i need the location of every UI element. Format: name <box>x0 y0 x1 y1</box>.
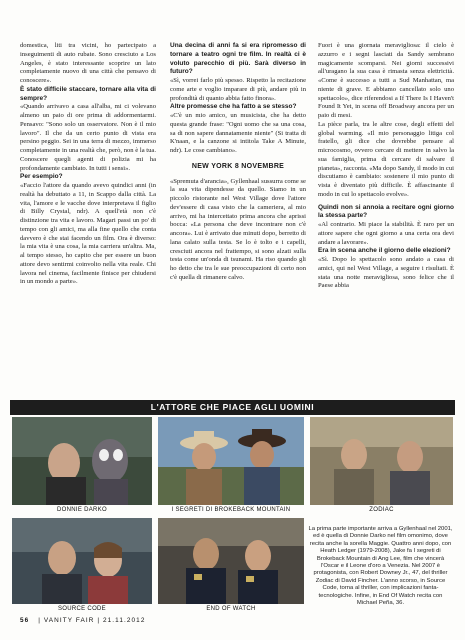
photo-caption: DONNIE DARKO <box>57 507 107 513</box>
divider: | <box>97 617 101 624</box>
gallery-description: La prima parte importante arriva a Gyllenhaal nel 2001, ed è quella di Donnie Darko nel film omonimo, dove recita anche la sorella Maggie. Quattro anni dopo, con Heath Ledger (1979-2008), Jake fa I segreti di Brokeback Mountain di Ang Lee, film che vincerà l'Oscar e il Leone d'oro a Venezia. Nel 2007 è protagonista, con Robert Downey Jr., 47, del thriller Zodiac di David Fincher. L'anno scorso, in Source Code, torna al thriller, con implicazioni fanta-tecnologiche. Infine, in End Of Watch recita con Michael Peña, 36. <box>308 526 453 607</box>
magazine-name: VANITY FAIR <box>43 617 95 624</box>
issue-date: 21.11.2012 <box>102 617 146 624</box>
photo-caption: I SEGRETI DI BROKEBACK MOUNTAIN <box>171 507 291 513</box>
photo-source-code <box>12 518 152 604</box>
interview-question: Per esempio? <box>20 173 63 181</box>
paragraph: «Spremuta d'arancia», Gyllenhaal sussurra come se la sua vita dipendesse da quello. Siamo in un piccolo ristorante nel West Village dove l'attore dev'essere di casa visto che la cameriera, al mio arrivo, mi ha intercettato prima ancora che aprissi bocca: «La persona che deve incontrare non c'è ancora». Lui è arrivato due minuti dopo, berretto di lana calato sulla testa. Se lo è tolto e i capelli, cresciuti ancora nel frattempo, si sono alzati sulla testa come un'onda di tsunami. Ha riso quando gli ho detto che tra le sue preoccupazioni di certo non c'è quella di rimanere calvo. <box>170 177 306 281</box>
photo-caption: ZODIAC <box>369 507 394 513</box>
paragraph: «Al contrario. Mi piace la stabilità. È raro per un attore sapere che ogni giorno a una certa ora devi andare a lavorare». <box>318 221 454 246</box>
paragraph: «Sì. Dopo lo spettacolo sono andato a casa di amici, qui nel West Village, a seguire i risultati. È stata una notte meravigliosa, sono felice che il Paese abbia <box>318 256 454 290</box>
photo-zodiac <box>310 417 453 505</box>
paragraph: «Quando arrivavo a casa all'alba, mi ci volevano almeno un paio di ore prima di addormentarmi. Pensavo: "Sono solo un osservatore. Non è il mio lavoro". Il che da un certo punto di vista era persino peggio. Sei in una terra di mezzo, immerso completamente in una realtà che, però, non è la tua. Conoscere quegli agenti di polizia mi ha profondamente cambiato. In tutti i sensi». <box>20 103 156 172</box>
section-heading: NEW YORK 8 NOVEMBRE <box>191 162 285 170</box>
article-column-1 <box>20 42 156 287</box>
photo-caption: SOURCE CODE <box>58 606 106 612</box>
interview-question: È stato difficile staccare, tornare alla vita di sempre? <box>20 85 156 102</box>
photo-caption: END OF WATCH <box>206 606 256 612</box>
divider: | <box>38 617 41 624</box>
interview-question: Una decina di anni fa si era ripromesso di tornare a teatro ogni tre film. In realtà ci è voluto parecchio di più. Sarà diverso in futuro? <box>170 42 306 76</box>
interview-question: Altre promesse che ha fatto a se stesso? <box>170 103 297 111</box>
photo-donnie-darko <box>12 417 152 505</box>
photo-end-of-watch <box>158 518 304 604</box>
interview-question: Quindi non si annoia a recitare ogni giorno la stessa parte? <box>318 203 454 220</box>
article-column-2 <box>170 42 306 283</box>
interview-question: Era in scena anche il giorno delle elezioni? <box>318 247 451 255</box>
paragraph: «Faccio l'attore da quando avevo quindici anni (in realtà ha debuttato a 11, in Scappo dalla città. La vita, l'amore e le vacche dove interpretava il figlio di Billy Crystal, ndr). A quell'età non c'è distinzione tra vita e lavoro. Magari passi un po' di tempo con gli amici, ma alla fine quello che conta davvero è che stai facendo un film. Ora è diverso: la mia vita è una cosa, la mia carriera un'altra. Ma, al tempo stesso, ho capito che per essere un buon attore devo sentirmi coinvolto nella vita reale. Chi lavora nel cinema, facilmente finisce per chiudersi in un mondo a parte». <box>20 182 156 286</box>
photo-brokeback-mountain <box>158 417 304 505</box>
article-column-3 <box>318 42 454 291</box>
paragraph: «C'è un mio amico, un musicista, che ha detto questa grande frase: "Ogni uomo che sa una cosa, sa di non sapere dannatamente niente" (Si tratta di K'naan, e la canzone si intitola Take A Minute, ndr). Le cose cambiano». <box>170 112 306 154</box>
gallery-title-band: L'ATTORE CHE PIACE AGLI UOMINI <box>10 400 455 415</box>
page-number: 56 <box>20 617 30 624</box>
paragraph: Fuori è una giornata meravigliosa: il cielo è azzurro e i segni lasciati da Sandy sembrano magicamente scomparsi. Nei giorni successivi all'uragano la sua casa è rimasta senza elettricità. «Come è successo a tutti a Sud Manhattan, ma niente di grave. E abbiamo cancellato solo uno spettacolo», dice riferendosi a If There Is I Haven't Found It Yet, in scena off Broadway ancora per un paio di mesi. <box>318 42 454 119</box>
paragraph: domestica, liti tra vicini, ho partecipato a inseguimenti di auto rubate. Sono cresciuto a Los Angeles, è stato interessante scoprire un lato completamente nuovo di una città che pensavo di conoscere». <box>20 42 156 84</box>
page-footer <box>20 617 146 624</box>
paragraph: «Sì, vorrei farlo più spesso. Rispetto la recitazione come arte e voglio imparare di più, andare più in profondità di quanto abbia fatto finora». <box>170 77 306 102</box>
paragraph: La pièce parla, tra le altre cose, degli effetti del global warming. «Il mio personaggio litiga col fratello, gli dice che dovrebbe pensare al microcosmo, ovvero cercare di mettere in salvo la sua famiglia, prima di cercare di salvare il pianeta», racconta. «Ma dopo Sandy, il modo in cui discutiamo è cambiato: sostenere il mio punto di vista è diventato più difficile. È affascinante il modo in cui lo spettacolo evolve». <box>318 120 454 198</box>
